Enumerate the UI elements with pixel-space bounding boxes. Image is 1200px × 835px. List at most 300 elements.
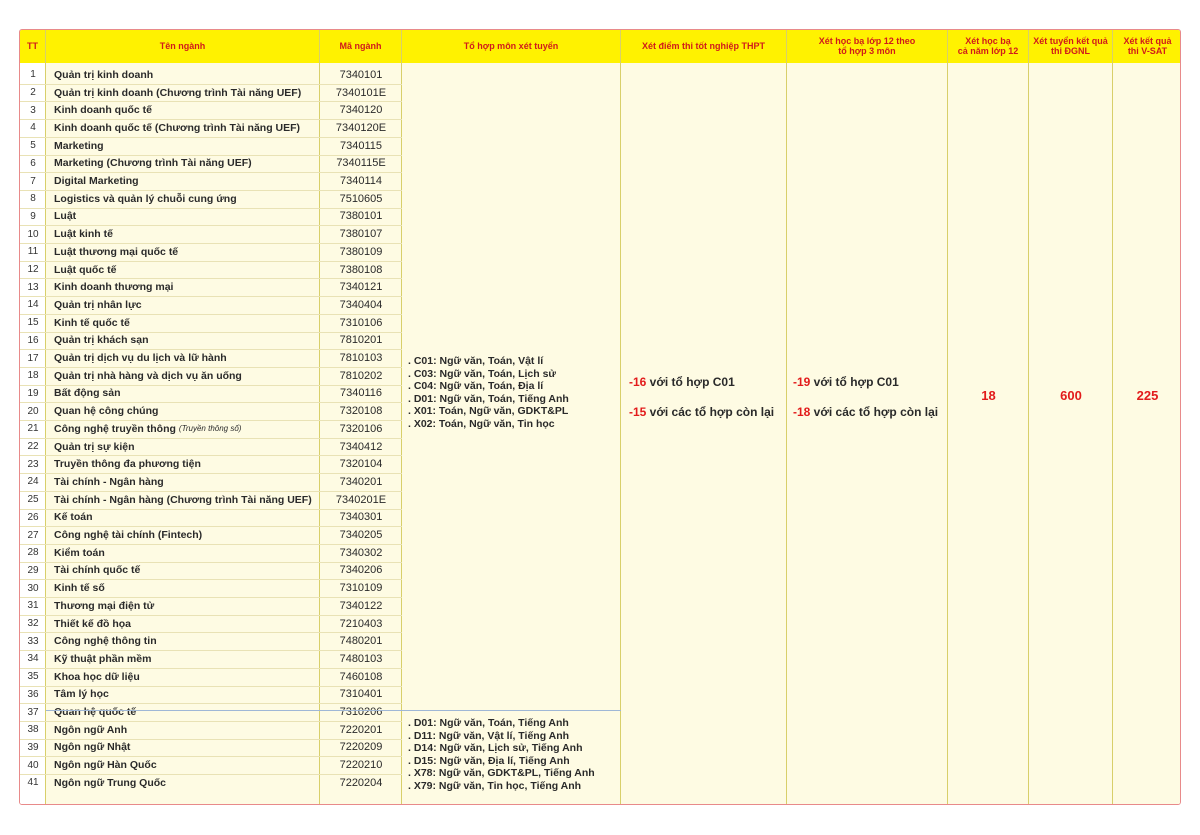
- row-separator: [20, 349, 46, 350]
- admission-table: [19, 29, 1181, 805]
- program-name: [46, 172, 320, 190]
- program-name-text: Luật quốc tế: [54, 263, 117, 276]
- hocba3-line-2: [793, 405, 938, 419]
- column-combo: [402, 63, 621, 805]
- header-combo-label: Tổ hợp môn xét tuyển: [463, 40, 559, 51]
- row-separator: [320, 774, 402, 775]
- row-number: 8: [30, 193, 36, 205]
- program-name: [46, 155, 320, 173]
- program-name: [46, 473, 320, 491]
- row-separator: [320, 243, 402, 244]
- row-separator: [20, 579, 46, 580]
- vsat-score: 225: [1136, 388, 1159, 403]
- row-separator: [320, 137, 402, 138]
- header-name-label: Tên ngành: [159, 40, 206, 51]
- column-name: [46, 63, 320, 805]
- row-separator: [46, 668, 320, 669]
- row-number: 26: [27, 511, 39, 523]
- header-combo: [402, 30, 621, 63]
- row-separator: [320, 172, 402, 173]
- row-separator: [46, 721, 320, 722]
- program-name-text: Quản trị kinh doanh: [54, 68, 154, 81]
- row-separator: [46, 314, 320, 315]
- row-separator: [46, 278, 320, 279]
- row-separator: [20, 261, 46, 262]
- row-separator: [20, 756, 46, 757]
- program-name: [46, 774, 320, 792]
- row-separator: [46, 84, 320, 85]
- header-tt-label: TT: [27, 40, 38, 51]
- row-number: 17: [27, 352, 39, 364]
- program-code: 7340201E: [335, 493, 387, 506]
- row-separator: [320, 261, 402, 262]
- row-number: 20: [27, 405, 39, 417]
- program-name-text: Ngôn ngữ Nhật: [54, 741, 131, 754]
- row-separator: [46, 579, 320, 580]
- program-name-text: Quản trị kinh doanh (Chương trình Tài năng UEF): [54, 86, 302, 99]
- row-number: 30: [27, 582, 39, 594]
- row-separator: [20, 420, 46, 421]
- row-number: 32: [27, 618, 39, 630]
- row-number: 5: [30, 140, 36, 152]
- row-separator: [20, 385, 46, 386]
- program-name: [46, 420, 320, 438]
- program-code: 7480103: [339, 652, 383, 665]
- program-name-text: Kinh tế số: [54, 582, 105, 595]
- row-separator: [20, 544, 46, 545]
- row-separator: [20, 314, 46, 315]
- header-name: [46, 30, 320, 63]
- row-separator: [46, 473, 320, 474]
- program-code: 7340205: [339, 529, 383, 542]
- row-separator: [320, 349, 402, 350]
- program-code: 7320104: [339, 458, 383, 471]
- row-separator: [20, 225, 46, 226]
- combo-item: . D11: Ngữ văn, Vật lí, Tiếng Anh: [408, 729, 570, 742]
- program-name: [46, 650, 320, 668]
- row-separator: [320, 402, 402, 403]
- row-number: 19: [27, 387, 39, 399]
- program-code: 7340120: [339, 104, 383, 117]
- program-code: 7380107: [339, 228, 383, 241]
- row-separator: [320, 314, 402, 315]
- row-separator: [320, 686, 402, 687]
- row-separator: [20, 703, 46, 704]
- program-code: 7810202: [339, 369, 383, 382]
- row-number: 9: [30, 210, 36, 222]
- program-code: 7510605: [339, 192, 383, 205]
- combo-item: . C01: Ngữ văn, Toán, Vật lí: [408, 355, 544, 367]
- program-name-text: Marketing: [54, 139, 104, 152]
- combo-item: . C03: Ngữ văn, Toán, Lịch sử: [408, 367, 557, 380]
- combo-item: . X79: Ngữ văn, Tin học, Tiếng Anh: [408, 779, 582, 792]
- program-code: 7810103: [339, 352, 383, 365]
- thpt-line-2: [629, 405, 774, 419]
- row-separator: [320, 332, 402, 333]
- program-code: 7220210: [339, 759, 383, 772]
- header-vsat: [1113, 30, 1181, 63]
- row-number: 40: [27, 759, 39, 771]
- header-dgnl: [1029, 30, 1113, 63]
- program-code: 7340101E: [335, 86, 387, 99]
- row-separator: [20, 402, 46, 403]
- program-name-note: (Truyền thông số): [178, 424, 242, 434]
- row-separator: [20, 562, 46, 563]
- row-number: 14: [27, 299, 39, 311]
- header-hocba3-line2: tổ hợp 3 môn: [838, 45, 896, 56]
- program-code: 7810201: [339, 334, 383, 347]
- combo-item: . X01: Toán, Ngữ văn, GDKT&PL: [408, 405, 569, 417]
- row-separator: [320, 579, 402, 580]
- program-name: [46, 84, 320, 102]
- row-separator: [320, 190, 402, 191]
- combo-item: . D01: Ngữ văn, Toán, Tiếng Anh: [408, 717, 569, 729]
- row-separator: [46, 296, 320, 297]
- program-name: [46, 438, 320, 456]
- program-name-text: Tài chính - Ngân hàng (Chương trình Tài năng UEF): [54, 493, 312, 506]
- row-separator: [20, 526, 46, 527]
- row-separator: [20, 491, 46, 492]
- combo-group-1: [408, 355, 569, 430]
- row-separator: [320, 562, 402, 563]
- program-name-text: Kinh doanh quốc tế (Chương trình Tài năng UEF): [54, 121, 301, 134]
- row-separator: [46, 119, 320, 120]
- program-name-text: Kiểm toán: [54, 546, 105, 559]
- header-hocba-year-label: [958, 37, 1018, 57]
- header-dgnl-line2: thi ĐGNL: [1051, 45, 1090, 56]
- column-vsat: [1113, 63, 1181, 805]
- row-separator: [46, 455, 320, 456]
- row-separator: [46, 632, 320, 633]
- row-separator: [46, 615, 320, 616]
- row-separator: [20, 332, 46, 333]
- program-name: [46, 526, 320, 544]
- row-number: 12: [27, 264, 39, 276]
- row-separator: [46, 101, 320, 102]
- row-separator: [320, 526, 402, 527]
- row-separator: [46, 155, 320, 156]
- program-code: 7320108: [339, 405, 383, 418]
- program-name-text: Quan hệ quốc tế: [54, 706, 137, 719]
- row-number: 35: [27, 671, 39, 683]
- program-name: [46, 632, 320, 650]
- row-separator: [320, 119, 402, 120]
- row-separator: [46, 597, 320, 598]
- program-name: [46, 66, 320, 84]
- row-number: 13: [27, 281, 39, 293]
- row-separator: [46, 332, 320, 333]
- header-code: [320, 30, 402, 63]
- program-name: [46, 756, 320, 774]
- hocba3-line-1: [793, 375, 899, 389]
- row-separator: [20, 155, 46, 156]
- row-separator: [320, 438, 402, 439]
- program-name-text: Kinh tế quốc tế: [54, 316, 130, 329]
- row-separator: [46, 243, 320, 244]
- column-tt: [20, 63, 46, 805]
- program-code: 7340114: [339, 175, 382, 188]
- row-number: 22: [27, 441, 39, 453]
- program-code: 7220209: [339, 741, 383, 754]
- row-separator: [20, 208, 46, 209]
- row-separator: [320, 208, 402, 209]
- dgnl-score: 600: [1060, 388, 1082, 403]
- combo-item: . X78: Ngữ văn, GDKT&PL, Tiếng Anh: [408, 767, 595, 779]
- program-name: [46, 278, 320, 296]
- row-number: 7: [30, 175, 36, 187]
- row-separator: [20, 278, 46, 279]
- row-separator: [20, 597, 46, 598]
- program-name: [46, 261, 320, 279]
- row-separator: [20, 296, 46, 297]
- header-dgnl-label: [1033, 37, 1108, 57]
- row-separator: [320, 615, 402, 616]
- column-dgnl: [1029, 63, 1113, 805]
- row-number: 21: [27, 423, 39, 435]
- program-name-text: Ngôn ngữ Hàn Quốc: [54, 759, 157, 772]
- program-name-text: Kỹ thuật phần mềm: [54, 652, 152, 665]
- program-name-text: Công nghệ thông tin: [54, 635, 157, 648]
- header-vsat-label: [1123, 37, 1171, 57]
- program-code: 7340115: [339, 139, 382, 152]
- header-hocba3-line1: Xét học bạ lớp 12 theo: [818, 35, 916, 46]
- row-separator: [320, 84, 402, 85]
- row-separator: [46, 190, 320, 191]
- program-name-text: Khoa học dữ liệu: [54, 670, 140, 683]
- row-separator: [20, 615, 46, 616]
- program-name-text: Truyền thông đa phương tiện: [54, 458, 201, 471]
- row-separator: [320, 296, 402, 297]
- program-code: 7480201: [339, 635, 383, 648]
- program-code: 7340412: [339, 440, 383, 453]
- row-number: 25: [27, 494, 39, 506]
- row-separator: [20, 438, 46, 439]
- row-number: 37: [27, 706, 39, 718]
- combo-group-2: [408, 717, 595, 792]
- program-name: [46, 544, 320, 562]
- row-separator: [320, 101, 402, 102]
- row-number: 6: [30, 157, 36, 169]
- row-separator: [46, 367, 320, 368]
- row-separator: [46, 544, 320, 545]
- program-name: [46, 739, 320, 757]
- program-name: [46, 509, 320, 527]
- row-number: 29: [27, 564, 39, 576]
- row-number: 33: [27, 635, 39, 647]
- program-code: 7210403: [339, 617, 383, 630]
- hocba3-line-2-number: -18: [793, 405, 811, 419]
- program-name-text: Luật thương mại quốc tế: [54, 245, 179, 258]
- program-code: 7340122: [339, 599, 383, 612]
- row-number: 28: [27, 547, 39, 559]
- row-number: 10: [27, 228, 39, 240]
- thpt-line-2-text: với các tổ hợp còn lại: [646, 405, 775, 419]
- program-name-text: Quản trị khách sạn: [54, 334, 149, 347]
- program-name-text: Luật kinh tế: [54, 228, 113, 241]
- program-code: 7380109: [339, 245, 383, 258]
- combo-item: . D01: Ngữ văn, Toán, Tiếng Anh: [408, 392, 569, 405]
- program-name: [46, 208, 320, 226]
- row-separator: [46, 137, 320, 138]
- program-code: 7340206: [339, 564, 383, 577]
- row-separator: [46, 402, 320, 403]
- program-code: 7320106: [339, 422, 383, 435]
- program-code: 7380101: [339, 210, 383, 223]
- program-name: [46, 190, 320, 208]
- column-thpt: [621, 63, 787, 805]
- program-code: 7220204: [339, 776, 383, 789]
- program-name-text: Bất động sản: [54, 387, 121, 400]
- thpt-line-2-number: -15: [629, 405, 647, 419]
- program-code: 7340121: [339, 281, 383, 294]
- row-separator: [320, 544, 402, 545]
- program-name-text: Logistics và quản lý chuỗi cung ứng: [54, 192, 237, 205]
- program-code: 7340201: [339, 475, 383, 488]
- program-name-text: Quản trị nhà hàng và dịch vụ ăn uống: [54, 369, 242, 382]
- program-name-text: Thương mại điện tử: [54, 599, 155, 612]
- program-name-text: Công nghệ truyền thông: [54, 422, 176, 435]
- program-name: [46, 455, 320, 473]
- row-number: 38: [27, 724, 39, 736]
- program-name-text: Kinh doanh quốc tế: [54, 104, 152, 117]
- combo-item: . C04: Ngữ văn, Toán, Địa lí: [408, 380, 544, 392]
- column-hocba-year: [948, 63, 1029, 805]
- program-name-text: Kế toán: [54, 511, 93, 524]
- row-separator: [320, 668, 402, 669]
- row-separator: [320, 420, 402, 421]
- program-name-text: Digital Marketing: [54, 175, 139, 188]
- thpt-line-1-number: -16: [629, 375, 647, 389]
- row-separator: [20, 774, 46, 775]
- column-code: [320, 63, 402, 805]
- row-separator: [320, 367, 402, 368]
- header-vsat-line1: Xét kết quả: [1123, 35, 1172, 46]
- program-name-text: Luật: [54, 210, 77, 223]
- row-separator: [20, 243, 46, 244]
- row-separator: [20, 137, 46, 138]
- combo-item: . D14: Ngữ văn, Lịch sử, Tiếng Anh: [408, 742, 583, 754]
- program-code: 7340120E: [335, 121, 387, 134]
- program-name: [46, 491, 320, 509]
- row-number: 24: [27, 476, 39, 488]
- program-code: 7380108: [339, 263, 383, 276]
- program-name: [46, 703, 320, 721]
- program-code: 7340101: [339, 68, 383, 81]
- hocba3-line-1-text: với tổ hợp C01: [810, 375, 899, 389]
- row-number: 31: [27, 600, 39, 612]
- row-separator: [46, 686, 320, 687]
- row-separator: [46, 261, 320, 262]
- program-name-text: Ngôn ngữ Trung Quốc: [54, 776, 167, 789]
- row-separator: [46, 385, 320, 386]
- row-separator: [20, 739, 46, 740]
- row-number: 3: [30, 104, 36, 116]
- row-number: 41: [27, 777, 39, 789]
- row-separator: [46, 509, 320, 510]
- program-code: 7340302: [339, 546, 383, 559]
- header-dgnl-line1: Xét tuyển kết quả: [1033, 35, 1108, 46]
- row-number: 11: [27, 246, 39, 258]
- row-separator: [320, 491, 402, 492]
- program-name-text: Quản trị sự kiện: [54, 440, 135, 453]
- row-separator: [20, 101, 46, 102]
- row-separator: [320, 473, 402, 474]
- header-thpt: [621, 30, 787, 63]
- row-number: 39: [27, 741, 39, 753]
- row-separator: [20, 190, 46, 191]
- row-separator: [20, 455, 46, 456]
- program-code: 7340301: [339, 511, 383, 524]
- program-name: [46, 101, 320, 119]
- program-name: [46, 686, 320, 704]
- header-vsat-line2: thi V-SAT: [1127, 45, 1168, 56]
- row-number: 18: [27, 370, 39, 382]
- program-code: 7310109: [339, 582, 383, 595]
- program-name: [46, 367, 320, 385]
- row-separator: [20, 632, 46, 633]
- row-separator: [320, 703, 402, 704]
- header-tt: [20, 30, 46, 63]
- program-name-text: Marketing (Chương trình Tài năng UEF): [54, 157, 252, 170]
- row-separator: [46, 650, 320, 651]
- row-separator: [20, 721, 46, 722]
- row-number: 4: [30, 122, 36, 134]
- header-code-label: Mã ngành: [339, 40, 382, 51]
- row-separator: [20, 509, 46, 510]
- thpt-line-1: [629, 375, 735, 389]
- program-name-text: Thiết kế đồ họa: [54, 617, 132, 630]
- program-name-text: Công nghệ tài chính (Fintech): [54, 529, 203, 542]
- program-name: [46, 225, 320, 243]
- row-separator: [46, 756, 320, 757]
- program-code: 7340404: [339, 298, 383, 311]
- program-name-text: Ngôn ngữ Anh: [54, 723, 128, 736]
- program-name: [46, 597, 320, 615]
- program-name: [46, 243, 320, 261]
- row-separator: [46, 438, 320, 439]
- header-hocba-year-line1: Xét học bạ: [965, 35, 1011, 46]
- program-name: [46, 402, 320, 420]
- row-number: 1: [30, 69, 36, 81]
- row-separator: [46, 208, 320, 209]
- row-separator: [20, 84, 46, 85]
- program-code: 7310106: [339, 316, 383, 329]
- program-name: [46, 562, 320, 580]
- row-separator: [20, 172, 46, 173]
- hocba3-line-1-number: -19: [793, 375, 811, 389]
- program-name: [46, 615, 320, 633]
- row-number: 27: [27, 529, 39, 541]
- row-separator: [46, 526, 320, 527]
- row-separator: [20, 686, 46, 687]
- program-code: 7340115E: [336, 157, 386, 170]
- program-code: 7340116: [339, 387, 382, 400]
- program-code: 7220201: [339, 723, 383, 736]
- header-hocba3: [787, 30, 948, 63]
- group-divider: [46, 710, 621, 711]
- row-separator: [20, 650, 46, 651]
- row-number: 23: [27, 458, 39, 470]
- row-separator: [320, 509, 402, 510]
- row-separator: [320, 597, 402, 598]
- row-separator: [46, 349, 320, 350]
- row-separator: [20, 473, 46, 474]
- program-name-text: Quản trị dịch vụ du lịch và lữ hành: [54, 352, 227, 365]
- row-separator: [46, 225, 320, 226]
- row-separator: [46, 739, 320, 740]
- program-code: 7310206: [339, 706, 383, 719]
- row-separator: [320, 278, 402, 279]
